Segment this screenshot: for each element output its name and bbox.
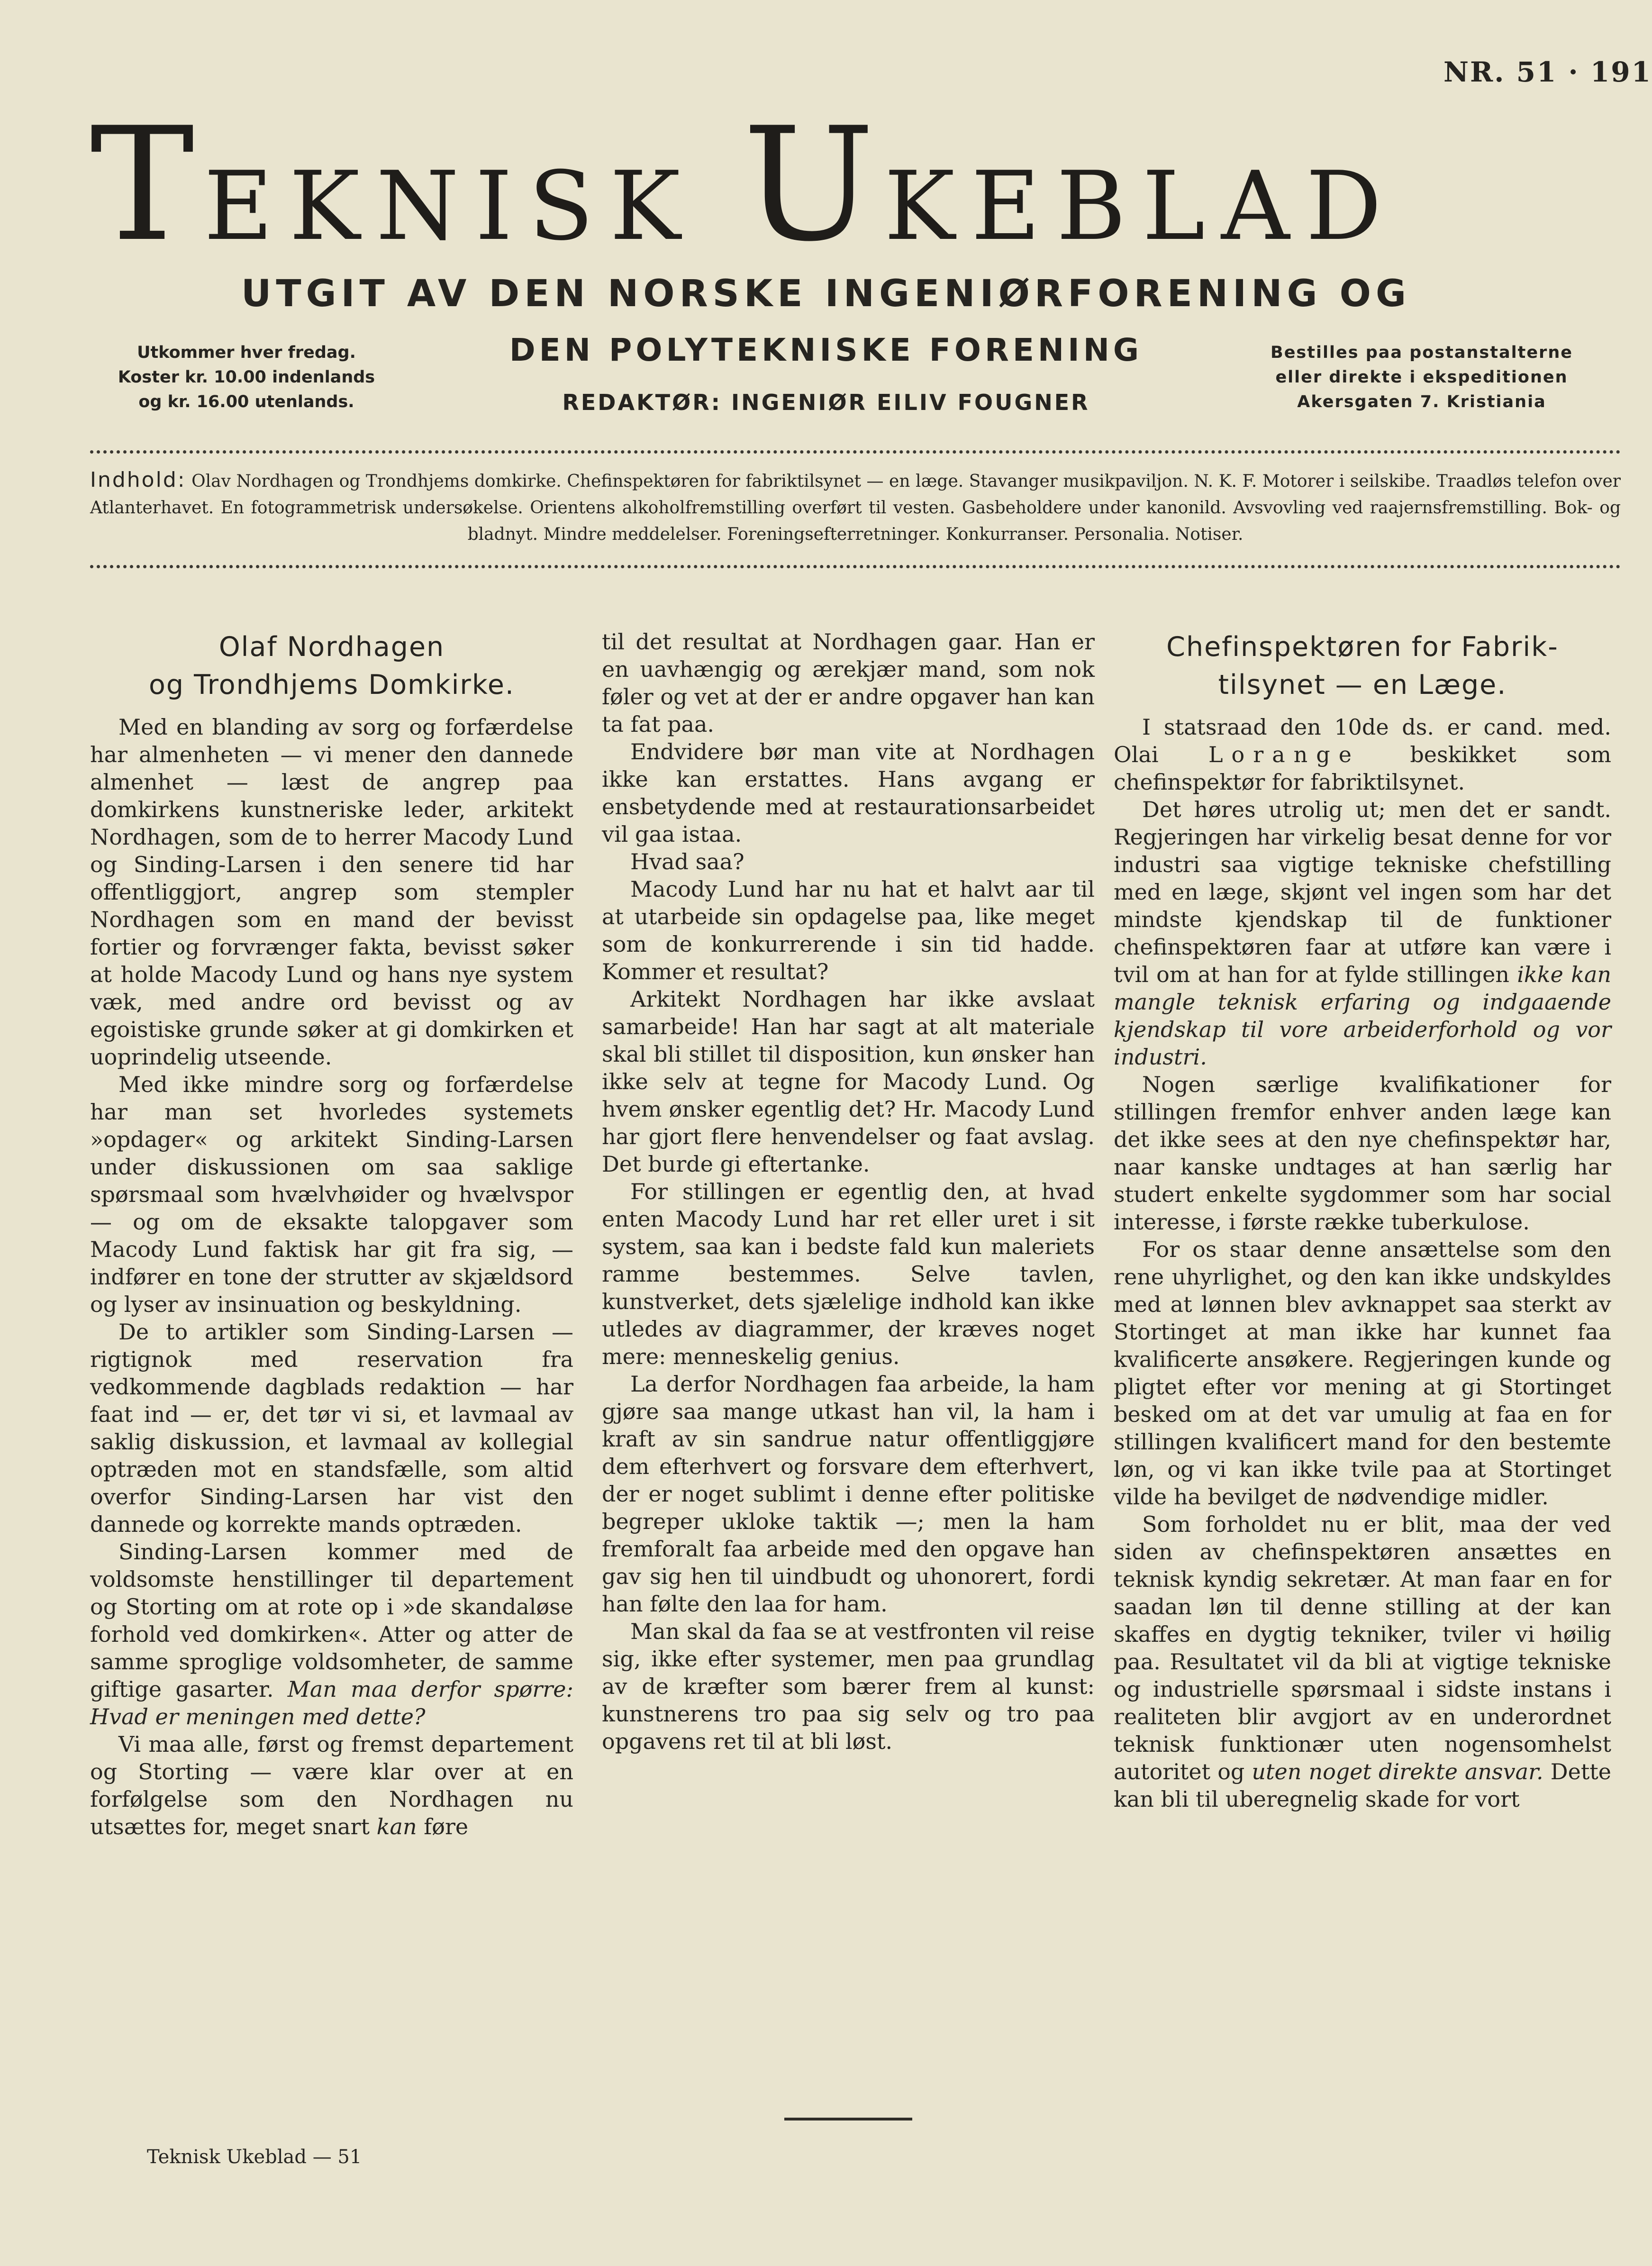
paragraph: Vi maa alle, først og fremst departement og Storting — være klar over at en forfølgelse som den Nordhagen nu utsættes for, meget snart kan føre (90, 1731, 573, 1839)
article-chefinspektoren (1114, 628, 1611, 1813)
order-info: Bestilles paa postanstalterne eller direkte i ekspeditionen Akersgaten 7. Kristiania (1271, 343, 1573, 411)
paragraph: Med en blanding av sorg og forfærdelse har almenheten — vi mener den dannede almenhet — læst de angrep paa domkirkens kunstneriske leder, arkitekt Nordhagen, som de to herrer Macody Lund og Sinding-Larsen i den senere tid har offentliggjort, angrep som stempler Nordhagen som en mand der bevisst fortier og forvrænger fakta, bevisst søker at holde Macody Lund og hans nye system væk, med andre ord bevisst og av egoistiske grunde søker at gi domkirken et uoprindelig utseende. (90, 714, 573, 1070)
table-of-contents (90, 467, 1621, 548)
paragraph: For stillingen er egentlig den, at hvad enten Macody Lund har ret eller uret i sit system, saa kan i bedste fald kun maleriets ramme bestemmes. Selve tavlen, kunstverket, dets sjælelige indhold kan ikke utledes av diagrammer, der kræves noget mere: menneskelig genius. (602, 1179, 1095, 1369)
editor-line: REDAKTØR: INGENIØR EILIV FOUGNER (562, 390, 1090, 415)
masthead-title: TEKNISK UKEBLAD (90, 94, 1398, 276)
paragraph: Med ikke mindre sorg og forfærdelse har man set hvorledes systemets »opdager« og arkitekt Sinding-Larsen under diskussionen om saa saklige spørsmaal som hvælvhøider og hvælvspor — og om de eksakte talopgaver som Macody Lund faktisk har git fra sig, — indfører en tone der strutter av skjældsord og lyser av insinuation og beskyldning. (90, 1072, 573, 1317)
publisher-line: UTGIT AV DEN NORSKE INGENIØRFORENING OG (241, 273, 1411, 315)
article-title: Chefinspektøren for Fabrik- tilsynet — en Læge. (1166, 631, 1559, 701)
paragraph: Macody Lund har nu hat et halvt aar til at utarbeide sin opdagelse paa, like meget som de konkurrerende i sin tid hadde. Kommer et resultat? (602, 876, 1095, 984)
paragraph: For os staar denne ansættelse som den rene uhyrlighet, og den kan ikke undskyldes med at lønnen blev avknappet saa sterkt av Stortinget at man ikke har kunnet faa kvalificerte ansøkere. Regjeringen kunde og pligtet efter vor mening at gi Stortinget besked om at det var umulig at faa en for stillingen kvalificert mand for den bestemte løn, og vi kan ikke tvile paa at Stortinget vilde ha bevilget de nødvendige midler. (1114, 1237, 1611, 1510)
paragraph: til det resultat at Nordhagen gaar. Han er en uavhængig og ærekjær mand, som nok føler og vet at der er andre opgaver han kan ta fat paa. (602, 629, 1095, 737)
paragraph: Som forholdet nu er blit, maa der ved siden av chefinspektøren ansættes en teknisk kyndig sekretær. At man faar en for saadan løn til denne stilling at der kan skaffes en dygtig tekniker, tviler vi høilig paa. Resultatet vil da bli at vigtige tekniske og industrielle spørsmaal i sidste instans i realiteten blir avgjort av en underordnet teknisk funktionær uten nogensomhelst autoritet og uten noget direkte ansvar. Dette kan bli til uberegnelig skade for vort (1114, 1511, 1612, 1812)
paragraph: Nogen særlige kvalifikationer for stillingen fremfor enhver anden læge kan det ikke sees at den nye chefinspektør har, naar kanske undtages at han særlig har studert enkelte sygdommer som har social interesse, i første række tuberkulose. (1114, 1072, 1611, 1235)
paragraph: I statsraad den 10de ds. er cand. med. Olai Lorange beskikket som chefinspektør for fabriktilsynet. (1114, 714, 1612, 795)
issue-number: NR. 51 · 191 (1443, 56, 1652, 88)
article-nordhagen-col2 (602, 628, 1095, 1755)
contents-label: Indhold: (90, 468, 186, 492)
dotted-rule-top (90, 450, 1621, 454)
paragraph: Arkitekt Nordhagen har ikke avslaat samarbeide! Han har sagt at alt materiale skal bli stillet til disposition, kun ønsker han ikke selv at tegne for Macody Lund. Og hvem ønsker egentlig det? Hr. Macody Lund har gjort flere henvendelser og faat avslag. Det burde gi eftertanke. (602, 986, 1095, 1177)
paragraph: Hvad saa? (630, 849, 744, 874)
paragraph: La derfor Nordhagen faa arbeide, la ham gjøre saa mange utkast han vil, la ham i kraft av sin sandrue natur offentliggjøre dem efterhvert og forsvare dem efterhvert, der er noget sublimt i denne efter politiske begreper ukloke taktik —; men la ham fremforalt faa arbeide med den opgave han gav sig hen til uindbudt og uhonorert, fordi han følte den laa for ham. (602, 1371, 1095, 1617)
publisher-line-2: DEN POLYTEKNISKE FORENING (509, 332, 1143, 368)
article-end-rule (784, 2118, 912, 2120)
paragraph: Sinding-Larsen kommer med de voldsomste henstillinger til departement og Storting om at rote op i »de skandaløse forhold ved domkirken«. Atter og atter de samme sproglige voldsomheter, de samme giftige gasarter. Man maa derfor spørre: Hvad er meningen med dette? (90, 1539, 573, 1729)
page-footer: Teknisk Ukeblad — 51 (147, 2146, 362, 2168)
contents-text: Olav Nordhagen og Trondhjems domkirke. Chefinspektøren for fabriktilsynet — en læge. Stavanger musikpaviljon. N. K. F. Motorer i seilskibe. Traadløs telefon over Atlanterhavet. En fotogrammetrisk undersøkelse. Orientens alkoholfremstilling overført til vesten. Gasbeholdere under kanonild. Avsvovling ved raajernsfremstilling. Bok- og bladnyt. Mindre meddelelser. Foreningsefterretninger. Konkurranser. Personalia. Notiser. (90, 472, 1621, 544)
subscription-info: Utkommer hver fredag. Koster kr. 10.00 indenlands og kr. 16.00 utenlands. (118, 343, 375, 411)
paragraph: De to artikler som Sinding-Larsen — rigtignok med reservation fra vedkommende dagblads redaktion — har faat ind — er, det tør vi si, et lavmaal av saklig diskussion, et lavmaal av kollegial optræden mot en standsfælle, som altid overfor Sinding-Larsen har vist den dannede og korrekte mands optræden. (90, 1319, 573, 1537)
article-nordhagen-col1 (90, 628, 573, 1840)
paragraph: Endvidere bør man vite at Nordhagen ikke kan erstattes. Hans avgang er ensbetydende med at restaurationsarbeidet vil gaa istaa. (602, 739, 1095, 847)
paragraph: Man skal da faa se at vestfronten vil reise sig, ikke efter systemer, men paa grundlag av de kræfter som bærer frem al kunst: kunstnerens tro paa sig selv og tro paa opgavens ret til at bli løst. (602, 1619, 1095, 1754)
article-title: Olaf Nordhagen og Trondhjems Domkirke. (148, 631, 515, 701)
paragraph: Det høres utrolig ut; men det er sandt. Regjeringen har virkelig besat denne for vor industri saa vigtige tekniske chefstilling med en læge, skjønt vel ingen som har det mindste kjendskap til de funktioner chefinspektøren faar at utføre kan være i tvil om at han for at fylde stillingen ikke kan mangle teknisk erfaring og indgaaende kjendskap til vore arbeiderforhold og vor industri. (1114, 797, 1612, 1070)
dotted-rule-bottom (90, 565, 1621, 568)
